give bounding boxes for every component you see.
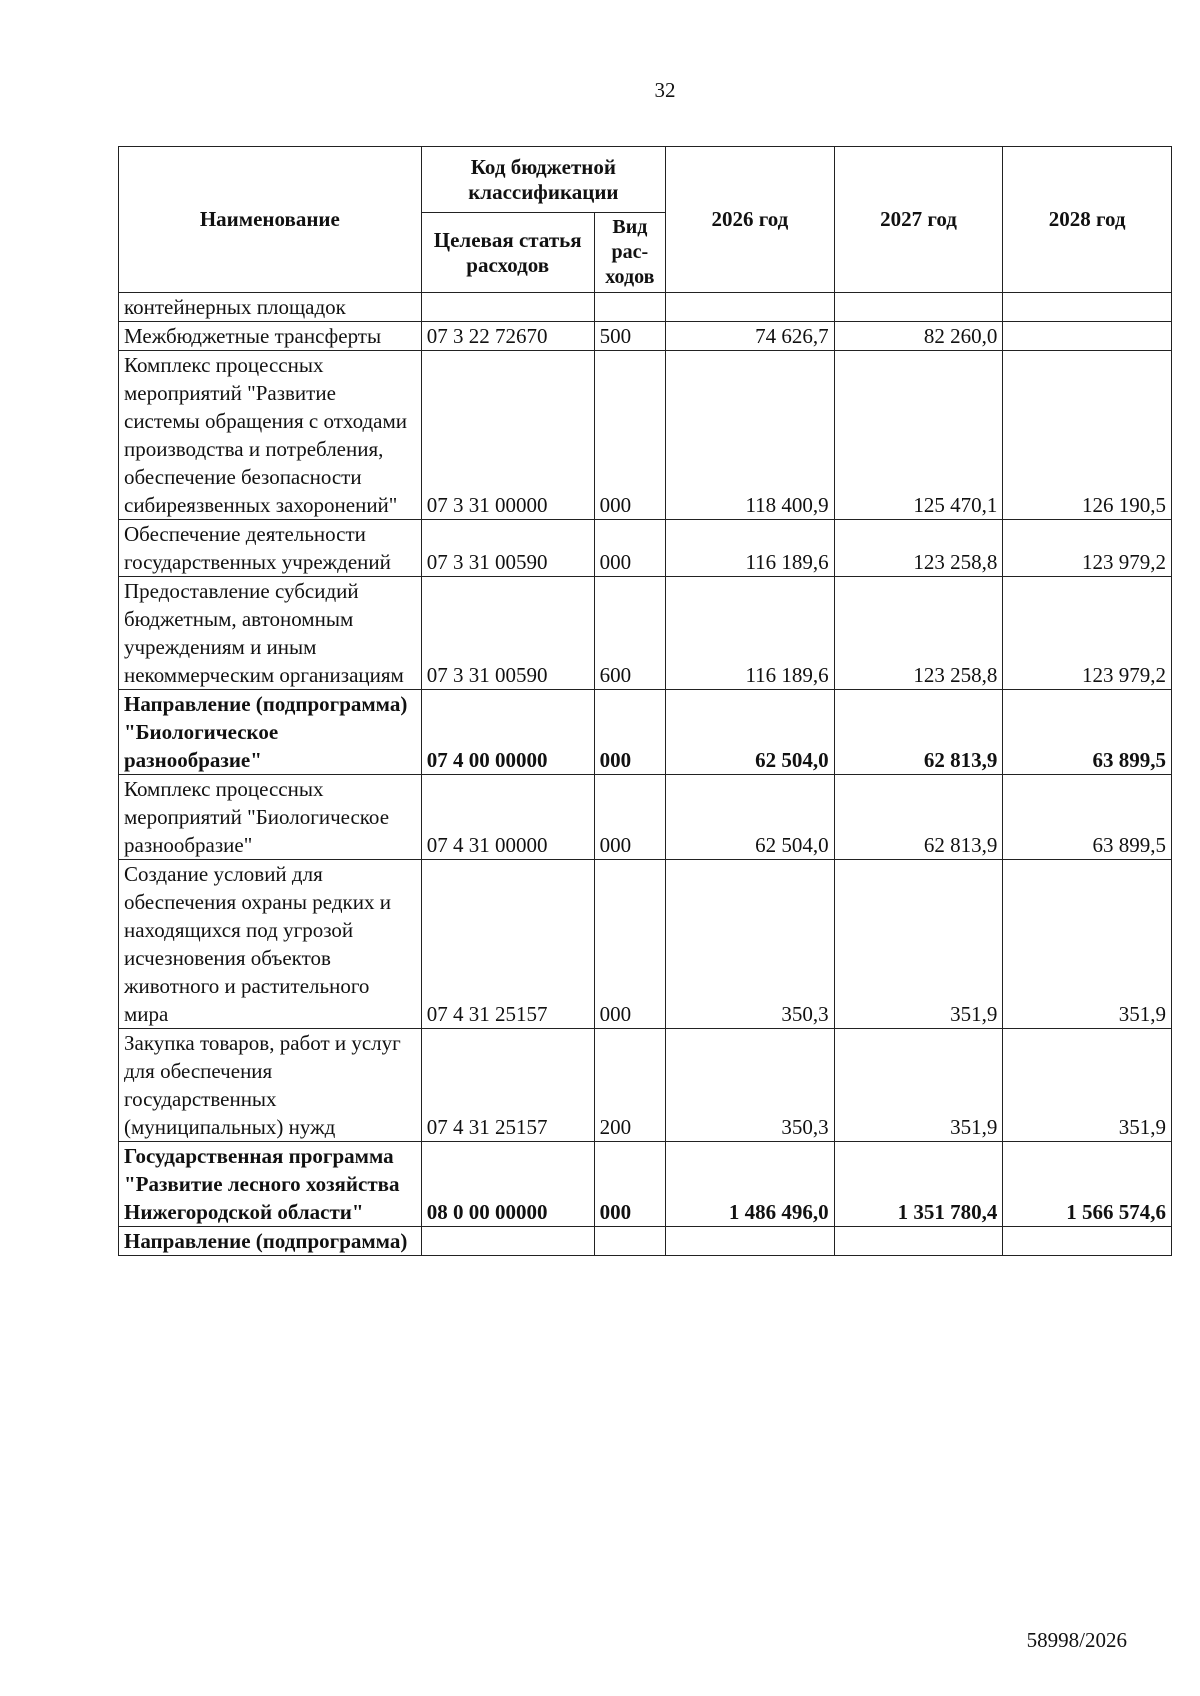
page-number: 32 [654, 78, 676, 102]
row-code: 07 4 31 00000 [421, 775, 594, 860]
row-name: контейнерных площадок [119, 293, 422, 322]
row-2028: 123 979,2 [1003, 577, 1172, 690]
table-row [119, 351, 1172, 520]
row-2026: 74 626,7 [666, 322, 835, 351]
row-2028 [1003, 322, 1172, 351]
header-year-2027: 2027 год [834, 147, 1003, 293]
row-2028: 63 899,5 [1003, 775, 1172, 860]
row-kind: 000 [594, 775, 665, 860]
row-code: 07 3 31 00590 [421, 577, 594, 690]
row-code: 07 4 31 25157 [421, 1029, 594, 1142]
row-kind: 000 [594, 860, 665, 1029]
row-name: Комплекс процессных мероприятий "Развитие системы обращения с отходами производства и потребления, обеспечение безопасности сибиреязвенных захоронений" [119, 351, 422, 520]
row-2027: 62 813,9 [834, 690, 1003, 775]
row-2026: 62 504,0 [666, 690, 835, 775]
row-2027: 123 258,8 [834, 577, 1003, 690]
header-code-group: Код бюджетной классификации [421, 147, 665, 213]
row-kind [594, 293, 665, 322]
row-2028: 63 899,5 [1003, 690, 1172, 775]
row-code: 07 3 31 00590 [421, 520, 594, 577]
row-code: 07 4 31 25157 [421, 860, 594, 1029]
row-code: 07 3 31 00000 [421, 351, 594, 520]
table-row [119, 1029, 1172, 1142]
table-row [119, 860, 1172, 1029]
row-kind: 200 [594, 1029, 665, 1142]
row-name: Комплекс процессных мероприятий "Биологическое разнообразие" [119, 775, 422, 860]
header-year-2028: 2028 год [1003, 147, 1172, 293]
row-kind [594, 1227, 665, 1256]
row-code: 07 3 22 72670 [421, 322, 594, 351]
header-target-item-bold: Целевая статья [433, 227, 582, 252]
row-2027: 351,9 [834, 860, 1003, 1029]
row-name: Предоставление субсидий бюджетным, автономным учреждениям и иным некоммерческим организациям [119, 577, 422, 690]
table-row [119, 775, 1172, 860]
row-2026 [666, 1227, 835, 1256]
row-2026: 118 400,9 [666, 351, 835, 520]
row-2028 [1003, 1227, 1172, 1256]
row-code: 07 4 00 00000 [421, 690, 594, 775]
row-name: Государственная программа "Развитие лесного хозяйства Нижегородской области" [119, 1142, 422, 1227]
row-name: Обеспечение деятельности государственных учреждений [119, 520, 422, 577]
row-name: Направление (подпрограмма) [119, 1227, 422, 1256]
row-2026: 350,3 [666, 1029, 835, 1142]
row-kind: 000 [594, 351, 665, 520]
row-2026: 116 189,6 [666, 520, 835, 577]
row-kind: 000 [594, 1142, 665, 1227]
header-name: Наименование [119, 147, 422, 293]
row-2026 [666, 293, 835, 322]
document-id: 58998/2026 [1026, 1628, 1127, 1652]
row-kind: 500 [594, 322, 665, 351]
row-2027 [834, 1227, 1003, 1256]
row-2027: 62 813,9 [834, 775, 1003, 860]
row-2028 [1003, 293, 1172, 322]
row-2026: 350,3 [666, 860, 835, 1029]
row-2027 [834, 293, 1003, 322]
row-name: Создание условий для обеспечения охраны редких и находящихся под угрозой исчезновения объектов животного и растительного мира [119, 860, 422, 1029]
row-2028: 351,9 [1003, 860, 1172, 1029]
row-name: Межбюджетные трансферты [119, 322, 422, 351]
row-2027: 351,9 [834, 1029, 1003, 1142]
row-code [421, 1227, 594, 1256]
table-row [119, 577, 1172, 690]
row-2027: 123 258,8 [834, 520, 1003, 577]
header-year-2026: 2026 год [666, 147, 835, 293]
header-expense-kind: Вид рас-ходов [594, 213, 665, 293]
table-row [119, 293, 1172, 322]
row-2027: 82 260,0 [834, 322, 1003, 351]
row-2026: 1 486 496,0 [666, 1142, 835, 1227]
row-code [421, 293, 594, 322]
row-2028: 351,9 [1003, 1029, 1172, 1142]
table-row [119, 1227, 1172, 1256]
row-2028: 1 566 574,6 [1003, 1142, 1172, 1227]
row-kind: 000 [594, 690, 665, 775]
row-2026: 62 504,0 [666, 775, 835, 860]
row-2027: 1 351 780,4 [834, 1142, 1003, 1227]
row-name: Закупка товаров, работ и услуг для обеспечения государственных (муниципальных) нужд [119, 1029, 422, 1142]
table-row [119, 1142, 1172, 1227]
row-name: Направление (подпрограмма) "Биологическое разнообразие" [119, 690, 422, 775]
header-target-item [421, 213, 594, 293]
table-row [119, 690, 1172, 775]
row-2026: 116 189,6 [666, 577, 835, 690]
row-kind: 600 [594, 577, 665, 690]
table-row [119, 520, 1172, 577]
row-kind: 000 [594, 520, 665, 577]
row-2028: 126 190,5 [1003, 351, 1172, 520]
budget-table [118, 146, 1172, 1256]
header-target-item-rest: расходов [466, 252, 550, 277]
row-2028: 123 979,2 [1003, 520, 1172, 577]
table-row [119, 322, 1172, 351]
row-2027: 125 470,1 [834, 351, 1003, 520]
row-code: 08 0 00 00000 [421, 1142, 594, 1227]
